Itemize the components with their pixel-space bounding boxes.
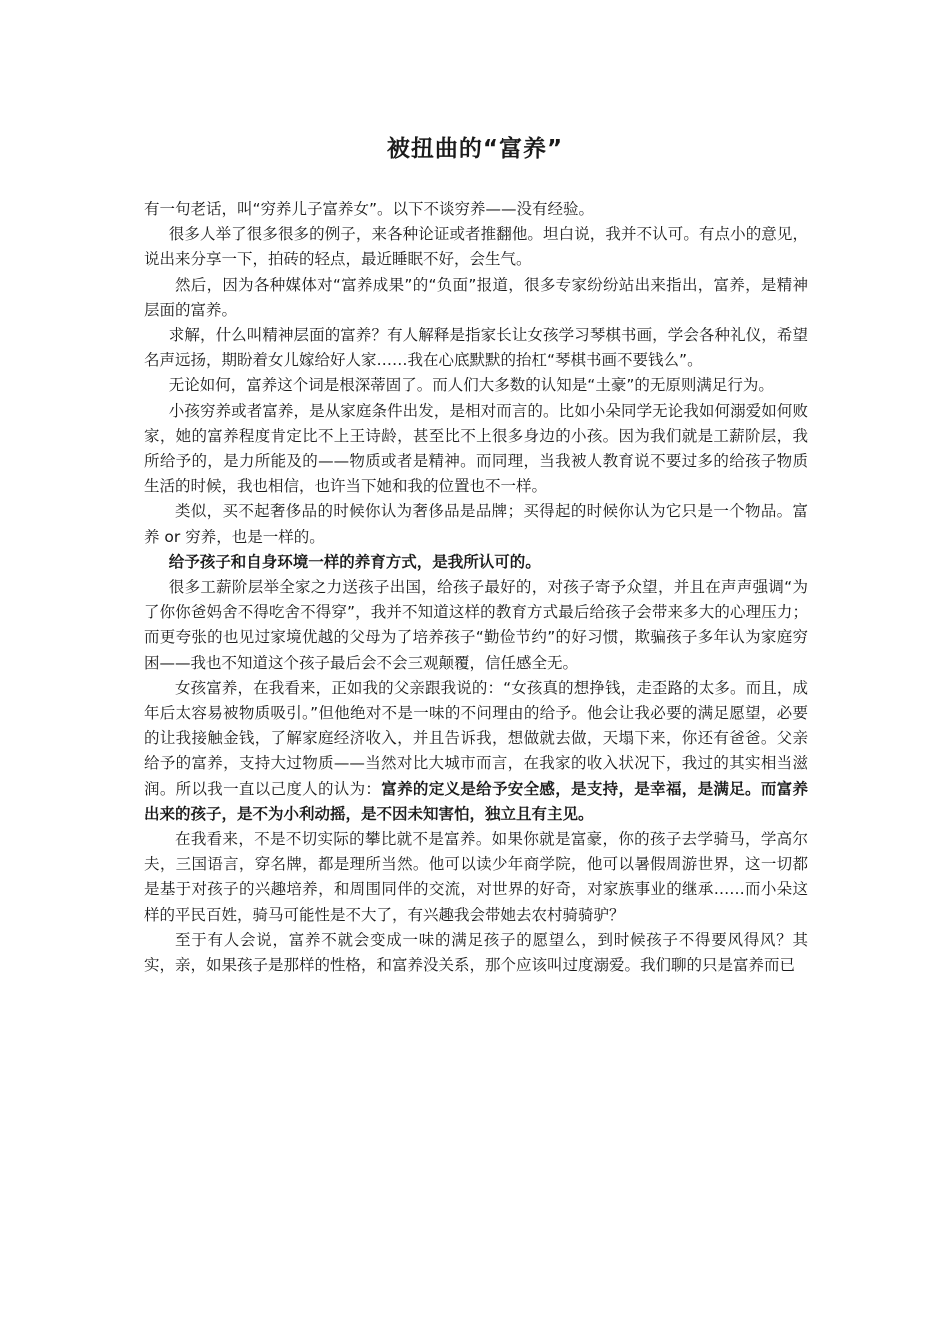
paragraph: 求解，什么叫精神层面的富养？有人解释是指家长让女孩学习琴棋书画，学会各种礼仪，希望名声远扬，期盼着女儿嫁给好人家……我在心底默默的抬杠“琴棋书画不要钱么”。 (144, 326, 808, 370)
paragraph: 类似，买不起奢侈品的时候你认为奢侈品是品牌；买得起的时候你认为它只是一个物品。富养 or 穷养，也是一样的。 (144, 502, 808, 546)
paragraph: 然后，因为各种媒体对“富养成果”的“负面”报道，很多专家纷纷站出来指出，富养，是精神层面的富养。 (144, 275, 808, 319)
paragraph: 很多工薪阶层举全家之力送孩子出国，给孩子最好的，对孩子寄予众望，并且在声声强调“为了你你爸妈舍不得吃舍不得穿”，我并不知道这样的教育方式最后给孩子会带来多大的心理压力；而更夸张的也见过家境优越的父母为了培养孩子“勤俭节约”的好习惯，欺骗孩子多年认为家庭穷困——我也不知道这个孩子最后会不会三观颠覆，信任感全无。 (144, 578, 808, 672)
paragraph: 很多人举了很多很多的例子，来各种论证或者推翻他。坦白说，我并不认可。有点小的意见，说出来分享一下，拍砖的轻点，最近睡眠不好，会生气。 (144, 225, 808, 269)
emphasis-paragraph: 给予孩子和自身环境一样的养育方式，是我所认可的。 (168, 552, 541, 571)
paragraph: 有一句老话，叫“穷养儿子富养女”。以下不谈穷养——没有经验。 (144, 200, 595, 218)
paragraph: 无论如何，富养这个词是根深蒂固了。而人们大多数的认知是“土豪”的无原则满足行为。 (168, 376, 774, 395)
paragraph: 至于有人会说，富养不就会变成一味的满足孩子的愿望么，到时候孩子不得要风得风？其实，亲，如果孩子是那样的性格，和富养没关系，那个应该叫过度溺爱。我们聊的只是富养而已 (144, 930, 808, 975)
document-body (144, 197, 808, 978)
emphasis-text: 富养的定义是给予安全感，是支持，是幸福，是满足。而富养出来的孩子，是不为小利动摇，是不因未知害怕，独立且有主见。 (144, 779, 808, 823)
paragraph (144, 676, 808, 827)
paragraph: 在我看来，不是不切实际的攀比就不是富养。如果你就是富豪，你的孩子去学骑马，学高尔夫，三国语言，穿名牌，都是理所当然。他可以读少年商学院，他可以暑假周游世界，这一切都是基于对孩子的兴趣培养，和周围同伴的交流，对世界的好奇，对家族事业的继承……而小朵这样的平民百姓，骑马可能性是不大了，有兴趣我会带她去农村骑骑驴？ (144, 830, 808, 924)
paragraph: 小孩穷养或者富养，是从家庭条件出发，是相对而言的。比如小朵同学无论我如何溺爱如何败家，她的富养程度肯定比不上王诗龄，甚至比不上很多身边的小孩。因为我们就是工薪阶层，我所给予的，是力所能及的——物质或者是精神。而同理，当我被人教育说不要过多的给孩子物质生活的时候，我也相信，也许当下她和我的位置也不一样。 (144, 401, 808, 496)
paragraph-text: 女孩富养，在我看来，正如我的父亲跟我说的：“女孩真的想挣钱，走歪路的太多。而且，成年后太容易被物质吸引。”但他绝对不是一味的不问理由的给予。他会让我必要的满足愿望，必要的让我接触金钱，了解家庭经济收入，并且告诉我，想做就去做，天塌下来，你还有爸爸。父亲给予的富养，支持大过物质——当然对比大城市而言，在我家的收入状况下，我过的其实相当滋润。所以我一直以己度人的认为： (144, 678, 808, 798)
document-title: 被扭曲的“富养” (386, 136, 564, 162)
